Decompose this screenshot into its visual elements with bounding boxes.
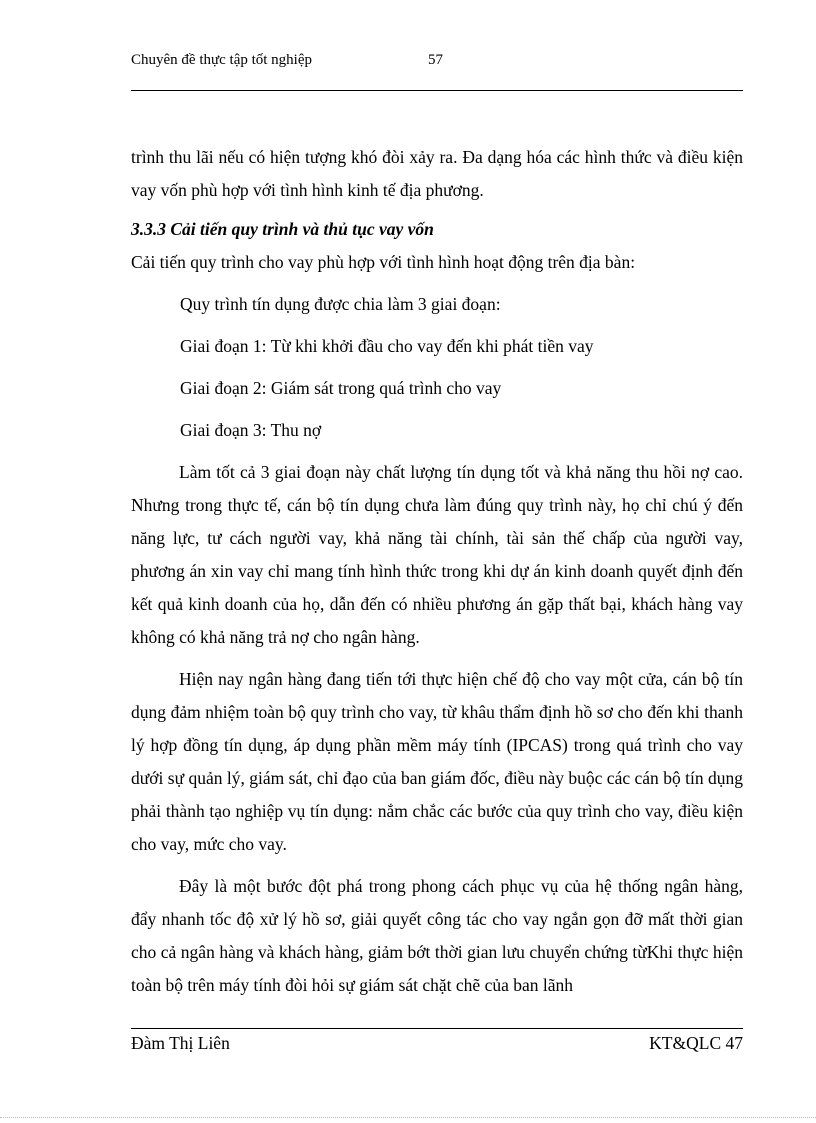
footer-divider	[131, 1028, 743, 1029]
author-name: Đàm Thị Liên	[131, 1033, 230, 1053]
stage-list-item: Quy trình tín dụng được chia làm 3 giai đoạn:	[180, 294, 501, 314]
header-divider	[131, 90, 743, 91]
stage-list-item: Giai đoạn 1: Từ khi khởi đầu cho vay đến khi phát tiền vay	[180, 336, 594, 356]
paragraph: Đây là một bước đột phá trong phong cách phục vụ của hệ thống ngân hàng, đẩy nhanh tốc độ xử lý hồ sơ, giải quyết công tác cho vay ngắn gọn đỡ mất thời gian cho cả ngân hàng và khách hàng, giảm bớt thời gian lưu chuyển chứng từKhi thực hiện toàn bộ trên máy tính đòi hỏi sự giám sát chặt chẽ của ban lãnh	[131, 876, 743, 995]
stage-list-item: Giai đoạn 3: Thu nợ	[180, 420, 322, 440]
class-code: KT&QLC 47	[649, 1033, 743, 1053]
paragraph: Hiện nay ngân hàng đang tiến tới thực hiện chế độ cho vay một cửa, cán bộ tín dụng đảm nhiệm toàn bộ quy trình cho vay, từ khâu thẩm định hồ sơ cho đến khi thanh lý hợp đồng tín dụng, áp dụng phần mềm máy tính (IPCAS) trong quá trình cho vay dưới sự quản lý, giám sát, chỉ đạo của ban giám đốc, điều này buộc các cán bộ tín dụng phải thành tạo nghiệp vụ tín dụng: nắm chắc các bước của quy trình cho vay, điều kiện cho vay, mức cho vay.	[131, 669, 743, 854]
page-header	[131, 52, 743, 74]
page-number: 57	[428, 52, 443, 68]
section-heading: 3.3.3 Cải tiến quy trình và thủ tục vay vốn	[131, 219, 434, 239]
intro-line: Cải tiến quy trình cho vay phù hợp với tình hình hoạt động trên địa bàn:	[131, 252, 636, 272]
document-title: Chuyên đề thực tập tốt nghiệp	[131, 52, 313, 68]
paragraph-continuation: trình thu lãi nếu có hiện tượng khó đòi xảy ra. Đa dạng hóa các hình thức và điều kiện vay vốn phù hợp với tình hình kinh tế địa phương.	[131, 147, 743, 200]
page-body	[131, 141, 743, 1002]
stage-list-item: Giai đoạn 2: Giám sát trong quá trình cho vay	[180, 378, 502, 398]
page-bottom-edge	[0, 1117, 816, 1118]
paragraph: Làm tốt cả 3 giai đoạn này chất lượng tín dụng tốt và khả năng thu hồi nợ cao. Nhưng trong thực tế, cán bộ tín dụng chưa làm đúng quy trình này, họ chỉ chú ý đến năng lực, tư cách người vay, khả năng tài chính, tài sản thế chấp của người vay, phương án xin vay chỉ mang tính hình thức trong khi dự án kinh doanh quyết định đến kết quả kinh doanh của họ, dẫn đến có nhiều phương án gặp thất bại, khách hàng vay không có khả năng trả nợ cho ngân hàng.	[131, 462, 743, 647]
